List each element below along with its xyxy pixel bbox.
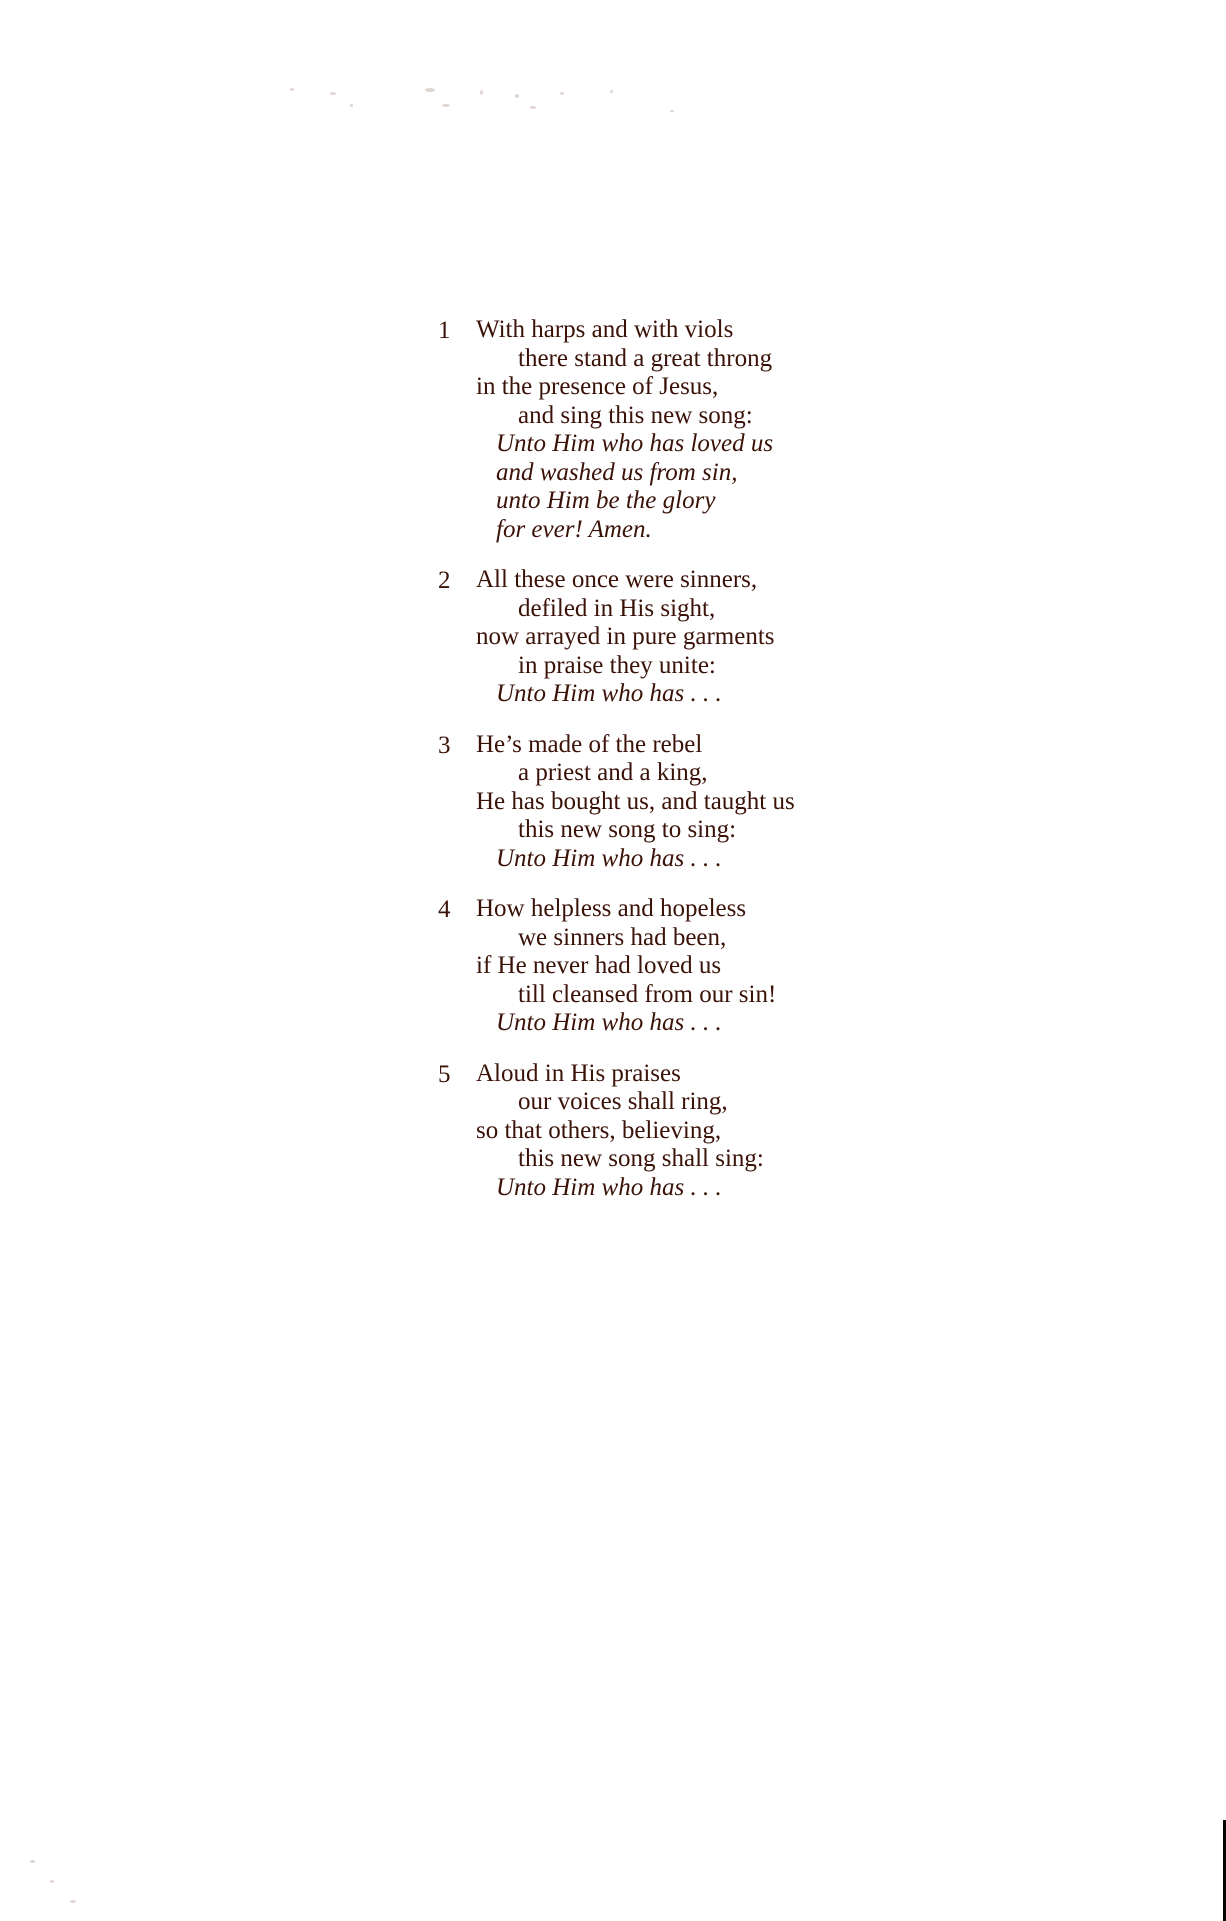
verse-line: there stand a great throng <box>518 344 773 372</box>
verse-5 <box>438 1060 998 1203</box>
verse-line: in the presence of Jesus, <box>476 373 719 400</box>
verse-line: this new song shall sing: <box>518 1145 764 1172</box>
verse-line: defiled in His sight, <box>518 594 716 622</box>
refrain-line: for ever! Amen. <box>496 515 652 543</box>
scan-speckle <box>530 106 536 109</box>
refrain-line: and washed us from sin, <box>496 458 738 486</box>
verse-line: now arrayed in pure garments <box>476 623 775 650</box>
scan-speckle <box>425 88 435 92</box>
scan-speckle <box>560 92 564 95</box>
verse-line: and sing this new song: <box>518 401 753 429</box>
verse-line: in praise they unite: <box>518 651 716 679</box>
verse-line: if He never had loved us <box>476 952 722 979</box>
verse-line: till cleansed from our sin! <box>518 980 777 1008</box>
verse-line: How helpless and hopeless <box>476 895 747 922</box>
scan-speckle <box>290 88 294 91</box>
verse-line: With harps and with viols <box>476 316 734 343</box>
verse-line: so that others, believing, <box>476 1116 722 1144</box>
hymn-text <box>438 316 998 1224</box>
verse-number: 4 <box>438 896 451 923</box>
verse-line: All these once were sinners, <box>476 566 758 593</box>
verse-number: 3 <box>438 731 451 759</box>
scan-speckle <box>480 90 483 95</box>
refrain-line: unto Him be the glory <box>496 487 716 514</box>
scan-speckle <box>70 1900 76 1903</box>
verse-line: He’s made of the rebel <box>476 730 703 758</box>
scan-speckle <box>30 1860 35 1863</box>
scan-speckle <box>515 94 519 98</box>
verse-2 <box>438 566 998 709</box>
refrain-line: Unto Him who has . . . <box>496 1173 722 1201</box>
refrain-line: Unto Him who has . . . <box>496 680 722 707</box>
refrain-line: Unto Him who has . . . <box>496 1009 722 1036</box>
verse-line: we sinners had been, <box>518 923 727 951</box>
verse-3 <box>438 731 998 874</box>
scan-speckle <box>442 104 450 107</box>
verse-line: He has bought us, and taught us <box>476 787 795 815</box>
scan-speckle <box>350 104 353 107</box>
verse-number: 2 <box>438 567 451 594</box>
scan-speckle <box>610 90 613 93</box>
verse-line: this new song to sing: <box>518 816 737 843</box>
verse-4 <box>438 895 998 1038</box>
verse-number: 5 <box>438 1060 451 1088</box>
verse-line: a priest and a king, <box>518 759 708 786</box>
refrain-line: Unto Him who has . . . <box>496 844 722 872</box>
scan-speckle <box>50 1880 54 1883</box>
refrain-line: Unto Him who has loved us <box>496 430 774 457</box>
verse-line: Aloud in His praises <box>476 1059 681 1087</box>
verse-number: 1 <box>438 317 451 344</box>
scan-speckle <box>330 92 336 95</box>
verse-line: our voices shall ring, <box>518 1088 728 1115</box>
verse-1 <box>438 316 998 544</box>
scan-speckle <box>670 110 674 112</box>
